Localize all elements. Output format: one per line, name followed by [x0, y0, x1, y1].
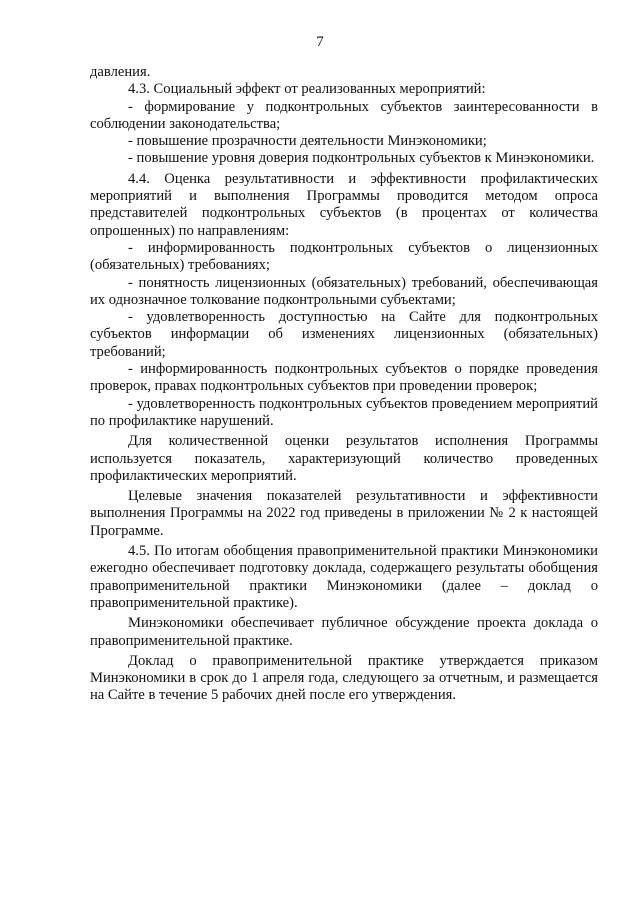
list-item-awareness-inspections: - информированность подконтрольных субъектов о порядке проведения проверок, правах подконтрольных субъектов при проведении проверок;: [90, 361, 598, 395]
list-item-awareness-requirements: - информированность подконтрольных субъектов о лицензионных (обязательных) требованиях;: [90, 239, 598, 274]
list-item-trust: - повышение уровня доверия подконтрольных субъектов к Минэкономики.: [128, 150, 595, 167]
section-4-4-paragraph: 4.4. Оценка результативности и эффективности профилактических мероприятий и выполнения Программы проводится методом опроса представителей подконтрольных субъектов (в процентах от количества опрошенных) по направлениям:: [90, 170, 598, 239]
paragraph-continuation: давления.: [90, 64, 151, 80]
document-body: [90, 64, 598, 705]
paragraph-target-values: Целевые значения показателей результативности и эффективности выполнения Программы на 2022 год приведены в приложении № 2 к настоящей Программе.: [90, 488, 598, 539]
list-item-transparency: - повышение прозрачности деятельности Минэкономики;: [128, 133, 487, 150]
list-item-clarity: - понятность лицензионных (обязательных) требований, обеспечивающая их однозначное толкование подконтрольными субъектами;: [90, 274, 598, 308]
list-item-interest: - формирование у подконтрольных субъектов заинтересованности в соблюдении законодательства;: [90, 98, 598, 132]
section-4-5-paragraph: 4.5. По итогам обобщения правоприменительной практики Минэкономики ежегодно обеспечивает подготовку доклада, содержащего результаты обобщения правоприменительной практики Минэкономики (далее – доклад о правоприменительной практике).: [90, 543, 598, 611]
paragraph-quantitative-assessment: Для количественной оценки результатов исполнения Программы используется показатель, характеризующий количество проведенных профилактических мероприятий.: [90, 433, 598, 484]
list-item-satisfaction-site: - удовлетворенность доступностью на Сайте для подконтрольных субъектов информации об изменениях лицензионных (обязательных) требований;: [90, 309, 598, 360]
page-number: 7: [316, 34, 324, 50]
paragraph-public-discussion: Минэкономики обеспечивает публичное обсуждение проекта доклада о правоприменительной практике.: [90, 615, 598, 649]
paragraph-report-approval: Доклад о правоприменительной практике утверждается приказом Минэкономики в срок до 1 апреля года, следующего за отчетным, и размещается на Сайте в течение 5 рабочих дней после его утверждения.: [90, 652, 598, 704]
section-4-3-heading: 4.3. Социальный эффект от реализованных мероприятий:: [128, 81, 486, 98]
list-item-satisfaction-prevention: - удовлетворенность подконтрольных субъектов проведением мероприятий по профилактике нарушений.: [90, 395, 598, 429]
